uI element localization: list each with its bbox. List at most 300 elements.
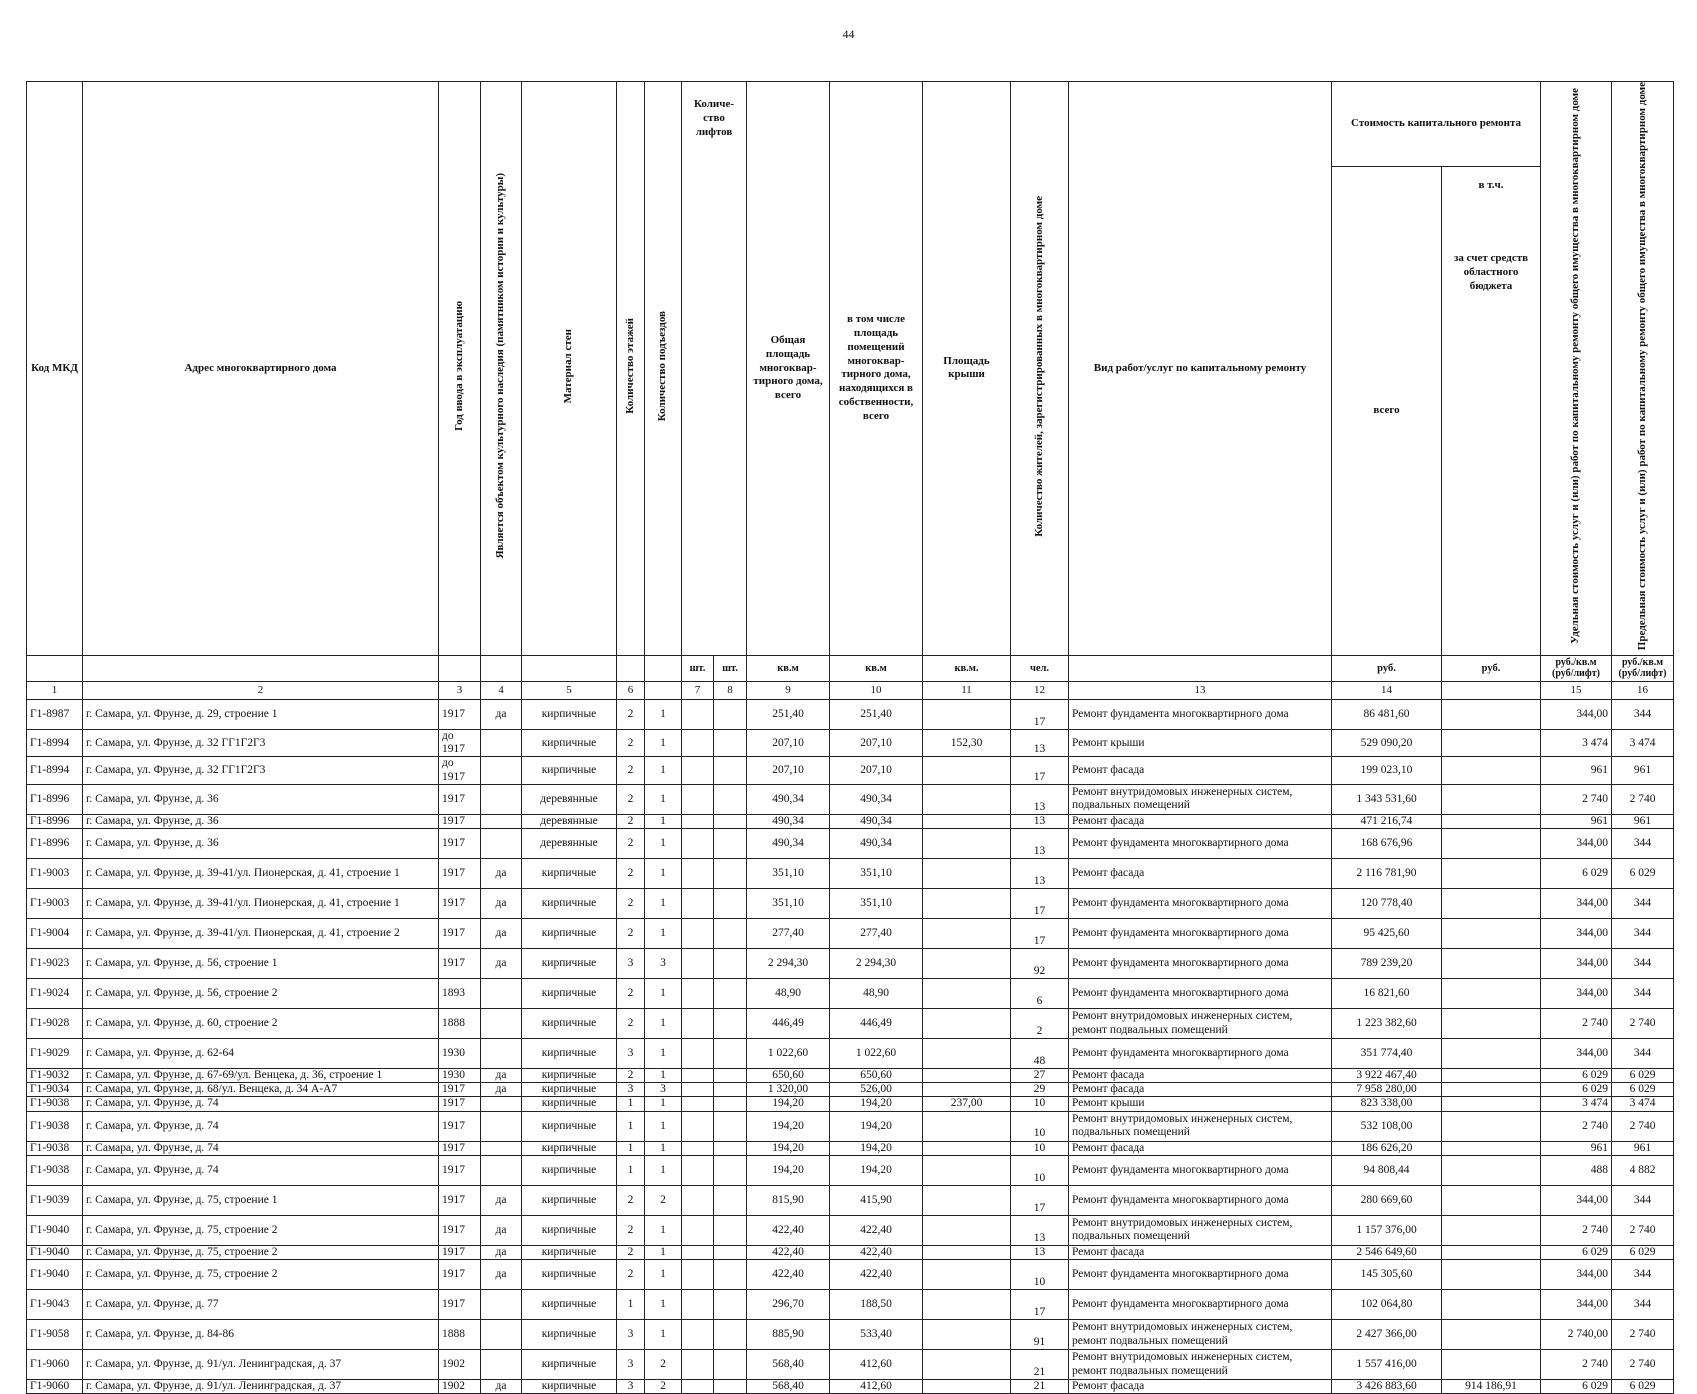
cell-area-total: 48,90 — [747, 979, 830, 1009]
table-row — [27, 1290, 1674, 1320]
cell-kod: Г1-9003 — [27, 889, 83, 919]
cell-entrances: 1 — [645, 859, 682, 889]
cell-cost-regional — [1442, 814, 1541, 828]
cell-lifts-pass — [682, 1185, 714, 1215]
cell-entrances: 1 — [645, 1215, 682, 1245]
cell-max-cost: 3 474 — [1612, 1097, 1674, 1111]
cell-address: г. Самара, ул. Фрунзе, д. 84-86 — [83, 1320, 439, 1350]
cell-residents: 29 — [1011, 1083, 1069, 1097]
cell-work-type: Ремонт внутридомовых инженерных систем, подвальных помещений — [1069, 784, 1332, 814]
cell-floors: 3 — [617, 949, 645, 979]
cell-residents: 21 — [1011, 1380, 1069, 1394]
cell-cost-regional — [1442, 1185, 1541, 1215]
cell-lifts-cargo — [714, 1215, 747, 1245]
header-entrances-text: Количество подъездов — [656, 310, 669, 422]
cell-entrances: 1 — [645, 1069, 682, 1083]
cell-area-owned: 48,90 — [830, 979, 923, 1009]
cell-floors: 3 — [617, 1039, 645, 1069]
cell-floors: 2 — [617, 729, 645, 756]
cell-cost-regional — [1442, 699, 1541, 729]
cell-lifts-cargo — [714, 1141, 747, 1155]
header-max-cost — [1612, 82, 1674, 656]
cell-residents: 17 — [1011, 757, 1069, 784]
cell-unit-cost: 344,00 — [1541, 699, 1612, 729]
cell-heritage: да — [481, 1069, 522, 1083]
cell-wall-material: кирпичные — [522, 1290, 617, 1320]
cell-area-total: 422,40 — [747, 1260, 830, 1290]
cell-work-type: Ремонт фасада — [1069, 859, 1332, 889]
cell-unit-cost: 344,00 — [1541, 889, 1612, 919]
cell-kod: Г1-9024 — [27, 979, 83, 1009]
cell-entrances: 1 — [645, 1111, 682, 1141]
cell-year: 1917 — [439, 1111, 481, 1141]
cell-roof-area — [923, 1155, 1011, 1185]
cell-lifts-pass — [682, 1039, 714, 1069]
cell-lifts-cargo — [714, 784, 747, 814]
cell-cost-regional — [1442, 1245, 1541, 1259]
cell-year: 1902 — [439, 1380, 481, 1394]
cell-heritage — [481, 1039, 522, 1069]
cell-cost-total: 789 239,20 — [1332, 949, 1442, 979]
cell-area-total: 422,40 — [747, 1215, 830, 1245]
cell-floors: 3 — [617, 1320, 645, 1350]
cell-roof-area: 152,30 — [923, 729, 1011, 756]
cell-lifts-cargo — [714, 1097, 747, 1111]
cell-floors: 3 — [617, 1380, 645, 1394]
cell-cost-total: 94 808,44 — [1332, 1155, 1442, 1185]
table-row — [27, 1215, 1674, 1245]
cell-year: 1917 — [439, 1245, 481, 1259]
cell-cost-regional — [1442, 1069, 1541, 1083]
cell-kod: Г1-8994 — [27, 729, 83, 756]
cell-lifts-pass — [682, 1350, 714, 1380]
header-cost: Стоимость капитального ремонта — [1332, 82, 1541, 167]
cell-max-cost: 3 474 — [1612, 729, 1674, 756]
cell-area-owned: 412,60 — [830, 1350, 923, 1380]
cell-kod: Г1-9038 — [27, 1111, 83, 1141]
cell-work-type: Ремонт фундамента многоквартирного дома — [1069, 1185, 1332, 1215]
cell-lifts-cargo — [714, 1245, 747, 1259]
cell-area-owned: 2 294,30 — [830, 949, 923, 979]
cell-cost-total: 95 425,60 — [1332, 919, 1442, 949]
cell-floors: 2 — [617, 979, 645, 1009]
cell-lifts-cargo — [714, 757, 747, 784]
table-row — [27, 814, 1674, 828]
cell-max-cost: 2 740 — [1612, 1111, 1674, 1141]
header-area-owned: в том числе площадь помещений многоквар-тирного дома, находящихся в собственности, всего — [830, 82, 923, 656]
column-number-cell: 3 — [439, 681, 481, 699]
cell-residents: 21 — [1011, 1350, 1069, 1380]
unit-lifts-cargo: шт. — [714, 655, 747, 681]
cell-kod: Г1-8987 — [27, 699, 83, 729]
header-heritage-text: Является объектом культурного наследия (памятником истории и культуры) — [494, 173, 507, 559]
cell-area-total: 207,10 — [747, 729, 830, 756]
cell-kod: Г1-9038 — [27, 1097, 83, 1111]
cell-heritage — [481, 1350, 522, 1380]
table-row — [27, 1185, 1674, 1215]
cell-roof-area — [923, 919, 1011, 949]
cell-roof-area — [923, 1009, 1011, 1039]
cell-lifts-pass — [682, 1260, 714, 1290]
table-body — [27, 699, 1674, 1393]
unit-roof: кв.м. — [923, 655, 1011, 681]
cell-lifts-pass — [682, 1380, 714, 1394]
table-row — [27, 757, 1674, 784]
cell-area-owned: 533,40 — [830, 1320, 923, 1350]
cell-wall-material: кирпичные — [522, 1245, 617, 1259]
cell-cost-regional — [1442, 1097, 1541, 1111]
cell-max-cost: 2 740 — [1612, 1215, 1674, 1245]
cell-unit-cost: 2 740 — [1541, 784, 1612, 814]
cell-cost-total: 1 557 416,00 — [1332, 1350, 1442, 1380]
cell-unit-cost: 961 — [1541, 1141, 1612, 1155]
cell-lifts-pass — [682, 1069, 714, 1083]
header-work: Вид работ/услуг по капитальному ремонту — [1069, 82, 1332, 656]
cell-entrances: 2 — [645, 1380, 682, 1394]
cell-kod: Г1-9040 — [27, 1215, 83, 1245]
unit-lifts-pass: шт. — [682, 655, 714, 681]
cell-floors: 2 — [617, 1245, 645, 1259]
header-lifts — [682, 82, 747, 656]
unit-cost-total: руб. — [1332, 655, 1442, 681]
cell-cost-total: 145 305,60 — [1332, 1260, 1442, 1290]
cell-area-total: 568,40 — [747, 1350, 830, 1380]
cell-max-cost: 2 740 — [1612, 784, 1674, 814]
cell-residents: 13 — [1011, 729, 1069, 756]
cell-wall-material: кирпичные — [522, 1260, 617, 1290]
cell-max-cost: 344 — [1612, 979, 1674, 1009]
cell-lifts-cargo — [714, 1111, 747, 1141]
cell-heritage — [481, 1097, 522, 1111]
column-number-cell: 15 — [1541, 681, 1612, 699]
cell-lifts-pass — [682, 949, 714, 979]
cell-max-cost: 6 029 — [1612, 1380, 1674, 1394]
cell-work-type: Ремонт фундамента многоквартирного дома — [1069, 949, 1332, 979]
cell-unit-cost: 6 029 — [1541, 859, 1612, 889]
cell-roof-area — [923, 1069, 1011, 1083]
cell-heritage — [481, 1320, 522, 1350]
cell-entrances: 1 — [645, 1290, 682, 1320]
cell-kod: Г1-9003 — [27, 859, 83, 889]
table-row — [27, 1245, 1674, 1259]
cell-year: 1917 — [439, 859, 481, 889]
cell-residents: 13 — [1011, 784, 1069, 814]
cell-wall-material: деревянные — [522, 784, 617, 814]
cell-residents: 17 — [1011, 1185, 1069, 1215]
header-cost-total: всего — [1332, 166, 1442, 655]
header-kod: Код МКД — [27, 82, 83, 656]
cell-lifts-pass — [682, 1141, 714, 1155]
cell-roof-area — [923, 1380, 1011, 1394]
cell-year: 1930 — [439, 1039, 481, 1069]
cell-residents: 17 — [1011, 699, 1069, 729]
cell-lifts-pass — [682, 1290, 714, 1320]
table-row — [27, 1097, 1674, 1111]
cell-residents: 91 — [1011, 1320, 1069, 1350]
table-row — [27, 949, 1674, 979]
cell-heritage: да — [481, 1185, 522, 1215]
cell-cost-regional — [1442, 1290, 1541, 1320]
cell-area-total: 194,20 — [747, 1141, 830, 1155]
table-header — [27, 82, 1674, 656]
cell-year: 1902 — [439, 1350, 481, 1380]
cell-area-total: 251,40 — [747, 699, 830, 729]
cell-lifts-cargo — [714, 1260, 747, 1290]
cell-floors: 2 — [617, 1215, 645, 1245]
cell-residents: 10 — [1011, 1097, 1069, 1111]
cell-address: г. Самара, ул. Фрунзе, д. 56, строение 2 — [83, 979, 439, 1009]
cell-entrances: 1 — [645, 729, 682, 756]
table-row — [27, 1350, 1674, 1380]
cell-cost-total: 471 216,74 — [1332, 814, 1442, 828]
cell-address: г. Самара, ул. Фрунзе, д. 75, строение 2 — [83, 1260, 439, 1290]
cell-work-type: Ремонт фундамента многоквартирного дома — [1069, 979, 1332, 1009]
cell-heritage: да — [481, 1083, 522, 1097]
column-number-cell: 8 — [714, 681, 747, 699]
header-cost-incl: в т.ч. — [1478, 178, 1504, 191]
cell-area-owned: 207,10 — [830, 757, 923, 784]
header-lifts-text: Количе-ство лифтов — [693, 98, 735, 138]
header-year — [439, 82, 481, 656]
cell-address: г. Самара, ул. Фрунзе, д. 39-41/ул. Пионерская, д. 41, строение 1 — [83, 859, 439, 889]
cell-lifts-cargo — [714, 1320, 747, 1350]
cell-address: г. Самара, ул. Фрунзе, д. 36 — [83, 784, 439, 814]
cell-entrances: 1 — [645, 757, 682, 784]
header-wall — [522, 82, 617, 656]
cell-lifts-cargo — [714, 919, 747, 949]
cell-lifts-cargo — [714, 1083, 747, 1097]
table-row — [27, 784, 1674, 814]
cell-cost-regional — [1442, 919, 1541, 949]
cell-unit-cost: 2 740,00 — [1541, 1320, 1612, 1350]
cell-cost-regional — [1442, 889, 1541, 919]
cell-work-type: Ремонт фундамента многоквартирного дома — [1069, 919, 1332, 949]
cell-area-owned: 422,40 — [830, 1245, 923, 1259]
cell-entrances: 1 — [645, 1039, 682, 1069]
cell-lifts-cargo — [714, 814, 747, 828]
cell-heritage — [481, 1111, 522, 1141]
cell-roof-area — [923, 1260, 1011, 1290]
cell-area-total: 568,40 — [747, 1380, 830, 1394]
cell-wall-material: кирпичные — [522, 1215, 617, 1245]
cell-unit-cost: 344,00 — [1541, 1185, 1612, 1215]
cell-kod: Г1-9032 — [27, 1069, 83, 1083]
cell-unit-cost: 6 029 — [1541, 1069, 1612, 1083]
cell-lifts-pass — [682, 757, 714, 784]
header-residents — [1011, 82, 1069, 656]
cell-residents: 13 — [1011, 859, 1069, 889]
header-heritage — [481, 82, 522, 656]
cell-lifts-cargo — [714, 1009, 747, 1039]
cell-entrances: 1 — [645, 1155, 682, 1185]
table-row — [27, 1009, 1674, 1039]
column-number-cell: 16 — [1612, 681, 1674, 699]
cell-residents: 10 — [1011, 1141, 1069, 1155]
cell-area-owned: 490,34 — [830, 829, 923, 859]
cell-address: г. Самара, ул. Фрунзе, д. 36 — [83, 814, 439, 828]
cell-work-type: Ремонт внутридомовых инженерных систем, ремонт подвальных помещений — [1069, 1009, 1332, 1039]
unit-area-owned: кв.м — [830, 655, 923, 681]
cell-cost-total: 3 426 883,60 — [1332, 1380, 1442, 1394]
cell-address: г. Самара, ул. Фрунзе, д. 75, строение 2 — [83, 1245, 439, 1259]
cell-roof-area — [923, 889, 1011, 919]
cell-unit-cost: 2 740 — [1541, 1215, 1612, 1245]
cell-cost-total: 16 821,60 — [1332, 979, 1442, 1009]
cell-lifts-pass — [682, 729, 714, 756]
cell-work-type: Ремонт фасада — [1069, 1069, 1332, 1083]
table-row — [27, 919, 1674, 949]
cell-floors: 2 — [617, 757, 645, 784]
cell-wall-material: кирпичные — [522, 979, 617, 1009]
cell-roof-area — [923, 699, 1011, 729]
cell-unit-cost: 6 029 — [1541, 1245, 1612, 1259]
cell-work-type: Ремонт фасада — [1069, 1380, 1332, 1394]
cell-year: 1917 — [439, 1260, 481, 1290]
cell-heritage: да — [481, 1380, 522, 1394]
cell-year: 1917 — [439, 1215, 481, 1245]
cell-kod: Г1-8994 — [27, 757, 83, 784]
cell-area-total: 815,90 — [747, 1185, 830, 1215]
cell-address: г. Самара, ул. Фрунзе, д. 68/ул. Венцека, д. 34 А-А7 — [83, 1083, 439, 1097]
cell-unit-cost: 3 474 — [1541, 1097, 1612, 1111]
cell-area-total: 207,10 — [747, 757, 830, 784]
cell-address: г. Самара, ул. Фрунзе, д. 60, строение 2 — [83, 1009, 439, 1039]
cell-cost-total: 351 774,40 — [1332, 1039, 1442, 1069]
cell-heritage: да — [481, 949, 522, 979]
table-row — [27, 1083, 1674, 1097]
cell-kod: Г1-9038 — [27, 1155, 83, 1185]
cell-entrances: 1 — [645, 784, 682, 814]
cell-lifts-pass — [682, 859, 714, 889]
cell-lifts-pass — [682, 814, 714, 828]
cell-floors: 1 — [617, 1141, 645, 1155]
header-roof: Площадь крыши — [923, 82, 1011, 656]
cell-cost-regional — [1442, 729, 1541, 756]
cell-residents: 13 — [1011, 1215, 1069, 1245]
cell-kod: Г1-9034 — [27, 1083, 83, 1097]
cell-heritage — [481, 1155, 522, 1185]
cell-wall-material: кирпичные — [522, 1097, 617, 1111]
cell-unit-cost: 6 029 — [1541, 1083, 1612, 1097]
table-row — [27, 829, 1674, 859]
cell-wall-material: кирпичные — [522, 1009, 617, 1039]
cell-area-total: 650,60 — [747, 1069, 830, 1083]
cell-unit-cost: 344,00 — [1541, 949, 1612, 979]
cell-cost-total: 3 922 467,40 — [1332, 1069, 1442, 1083]
cell-address: г. Самара, ул. Фрунзе, д. 74 — [83, 1141, 439, 1155]
cell-year: 1917 — [439, 1141, 481, 1155]
header-max-cost-text: Предельная стоимость услуг и (или) работ по капитальному ремонту общего имущества в многоквартирном доме — [1635, 82, 1648, 651]
cell-entrances: 2 — [645, 1185, 682, 1215]
cell-area-total: 296,70 — [747, 1290, 830, 1320]
cell-max-cost: 344 — [1612, 949, 1674, 979]
cell-lifts-pass — [682, 1083, 714, 1097]
column-number-cell: 13 — [1069, 681, 1332, 699]
cell-residents: 13 — [1011, 814, 1069, 828]
cell-wall-material: кирпичные — [522, 1380, 617, 1394]
cell-year: 1917 — [439, 1097, 481, 1111]
cell-entrances: 1 — [645, 1260, 682, 1290]
cell-residents: 2 — [1011, 1009, 1069, 1039]
cell-area-owned: 277,40 — [830, 919, 923, 949]
cell-area-owned: 650,60 — [830, 1069, 923, 1083]
header-wall-text: Материал стен — [562, 328, 575, 404]
table-row — [27, 699, 1674, 729]
cell-lifts-pass — [682, 889, 714, 919]
cell-floors: 2 — [617, 859, 645, 889]
cell-wall-material: деревянные — [522, 829, 617, 859]
cell-cost-regional — [1442, 1155, 1541, 1185]
cell-heritage — [481, 979, 522, 1009]
table-row — [27, 979, 1674, 1009]
unit-heritage — [481, 655, 522, 681]
cell-heritage — [481, 814, 522, 828]
cell-max-cost: 2 740 — [1612, 1350, 1674, 1380]
cell-unit-cost: 488 — [1541, 1155, 1612, 1185]
cell-cost-regional — [1442, 1111, 1541, 1141]
cell-roof-area — [923, 1245, 1011, 1259]
cell-lifts-pass — [682, 1009, 714, 1039]
cell-floors: 2 — [617, 784, 645, 814]
cell-residents: 6 — [1011, 979, 1069, 1009]
cell-cost-regional — [1442, 784, 1541, 814]
cell-max-cost: 961 — [1612, 1141, 1674, 1155]
unit-residents: чел. — [1011, 655, 1069, 681]
cell-area-owned: 351,10 — [830, 859, 923, 889]
column-number-cell — [1442, 681, 1541, 699]
cell-cost-total: 823 338,00 — [1332, 1097, 1442, 1111]
cell-entrances: 1 — [645, 1097, 682, 1111]
cell-kod: Г1-8996 — [27, 784, 83, 814]
table-row — [27, 1155, 1674, 1185]
cell-unit-cost: 3 474 — [1541, 729, 1612, 756]
cell-wall-material: кирпичные — [522, 949, 617, 979]
cell-kod: Г1-9039 — [27, 1185, 83, 1215]
cell-max-cost: 961 — [1612, 814, 1674, 828]
cell-kod: Г1-9040 — [27, 1260, 83, 1290]
table-row — [27, 1380, 1674, 1394]
cell-entrances: 1 — [645, 814, 682, 828]
unit-cost-regional: руб. — [1442, 655, 1541, 681]
cell-residents: 10 — [1011, 1260, 1069, 1290]
cell-cost-regional: 914 186,91 — [1442, 1380, 1541, 1394]
cell-cost-regional — [1442, 1009, 1541, 1039]
cell-area-owned: 351,10 — [830, 889, 923, 919]
table-row — [27, 1111, 1674, 1141]
cell-heritage: да — [481, 919, 522, 949]
table-row — [27, 1039, 1674, 1069]
cell-cost-total: 7 958 280,00 — [1332, 1083, 1442, 1097]
column-number-cell — [645, 681, 682, 699]
column-number-cell: 9 — [747, 681, 830, 699]
cell-area-owned: 251,40 — [830, 699, 923, 729]
header-area-total: Общая площадь многоквар-тирного дома, всего — [747, 82, 830, 656]
cell-lifts-cargo — [714, 979, 747, 1009]
cell-entrances: 1 — [645, 829, 682, 859]
cell-cost-total: 168 676,96 — [1332, 829, 1442, 859]
cell-residents: 13 — [1011, 1245, 1069, 1259]
cell-floors: 3 — [617, 1083, 645, 1097]
cell-area-owned: 526,00 — [830, 1083, 923, 1097]
cell-lifts-pass — [682, 1320, 714, 1350]
cell-year: 1917 — [439, 699, 481, 729]
unit-floors — [617, 655, 645, 681]
cell-heritage — [481, 829, 522, 859]
cell-work-type: Ремонт фундамента многоквартирного дома — [1069, 1155, 1332, 1185]
cell-work-type: Ремонт внутридомовых инженерных систем, ремонт подвальных помещений — [1069, 1350, 1332, 1380]
cell-unit-cost: 344,00 — [1541, 979, 1612, 1009]
cell-lifts-cargo — [714, 829, 747, 859]
